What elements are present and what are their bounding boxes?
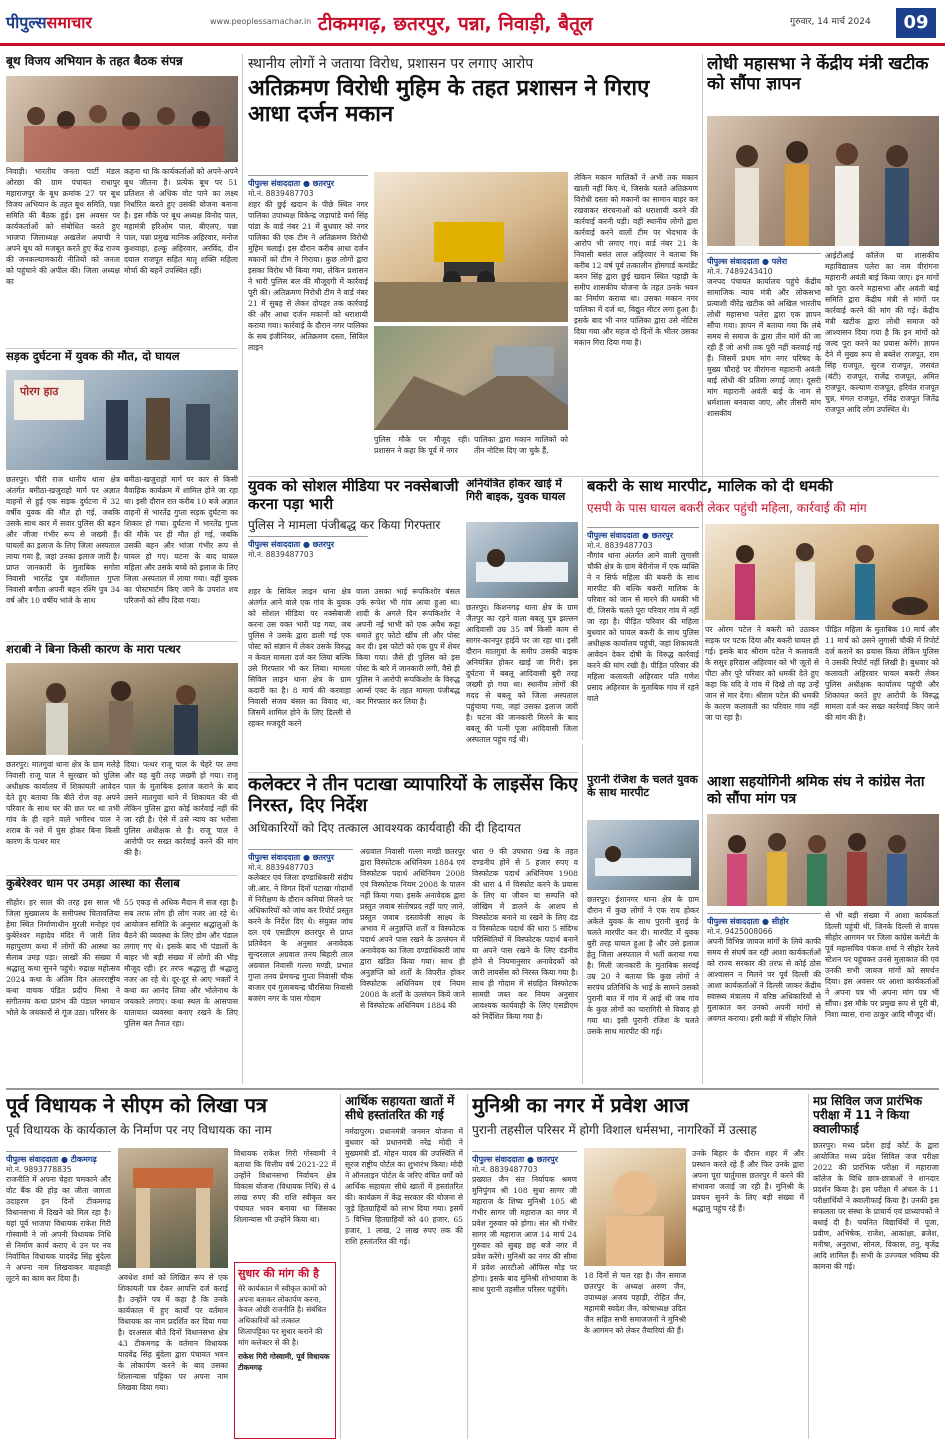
column-divider [582,744,583,1084]
dateline: गुरुवार, 14 मार्च 2024 [790,17,871,27]
story-subhead: एसपी के पास घायल बकरी लेकर पहुंची महिला, कार्रवाई की मांग [587,500,867,515]
story-body: छतरपुर। मध्य प्रदेश हाई कोर्ट के द्वारा आयोजित मध्य प्रदेश सिविल जज परीक्षा 2022 की प्रारंभिक परीक्षा में महाराजा कॉलेज के विधि छात्र-छात्राओं ने शानदार प्रदर्शन किया है। इस परीक्षा में अंचल के 11 परीक्षार्थियों ने क्वालीफाई किया है। उनकी इस सफलता पर संस्था के प्राचार्य एवं प्राध्यापकों ने बधाई दी है। चयनित विद्यार्थियों में पूजा, प्रवीण, अभिषेक, राजेश, आकांक्षा, ब्रजेश, मनीषा, अनुराधा, सोनल, विकास, तनु, बृजेंद्र आदि शामिल हैं। सभी के उज्ज्वल भविष्य की कामना की गई। [813,1141,939,1272]
divider [248,476,939,477]
quote-attribution: राकेश गिरी गोस्वामी, पूर्व विधायक टीकमगढ़ [238,1352,330,1373]
lodhi-memorandum-photo [707,116,939,246]
story-body-col2: 18 दिनों से चल रहा है। जैन समाज छतरपुर के अध्यक्ष अरुण जैन, उपाध्यक्ष अजय पहाड़ी, रोहित जैन, महामंत्री स्वदेश जैन, कोषाध्यक्ष उदित जैन सहित सभी समाजजनों ने मुनिश्री के आगमन को लेकर तैयारियां की हैं। [584,1271,686,1335]
byline-block [6,1148,111,1175]
story-subhead: पूर्व विधायक के कार्यकाल के निर्माण पर नए विधायक का नाम [6,1122,272,1137]
story-body-col3: धारा 9 की उपधारा 9ख के तहत दण्डनीय होने से 5 हजार रुपए व विस्फोटक पदार्थ अधिनियम 1908 की धारा 4 में विस्फोट करने के प्रयास के लिए या जीवन या सम्पत्ति को जोखिम में डालने के आशय से विस्फोटक बनाने या रखने के लिए दंड व विस्फोटक पदार्थ की धारा 5 संदिग्ध परिस्थितियों में विस्फोटक पदार्थ बनाने या अपने पास रखने के लिए दंडनीय होने से नियमानुसार अनावेदकों को जारी लायसेंस को निरस्त किया गया है। साथ ही गोदाम में संग्रहित विस्फोटक सामग्री जब्त कर नियम अनुसार आवश्यक कार्यवाही के लिए एसडीएम को निर्देशित किया गया है। [472,847,578,1021]
mobile-number: मो.नं. 8839487703 [587,541,653,550]
byline: पीपुल्स संवाददाता ● पलेरा [707,253,821,267]
mobile-number: मो.नं. 8839487703 [472,1165,538,1174]
story-booth [6,54,238,346]
story-body-col1: नौगांव थाना अंतर्गत आने वाली लुगासी चौकी क्षेत्र के ग्राम बेरीनोज में एक व्यक्ति ने न सिर्फ महिला की बकरी के साथ मारपीट की बल्कि बकरी मालिक के परिवार को जान से मारने की धमकी भी दी, जिसके चलते पूरा परिवार गांव में नहीं जा रहा है। पीड़ित परिवार की महिला बुधवार को घायल बकरी के साथ पुलिस अधीक्षक कार्यालय पहुंची, जहां शिकायती आवेदन देकर दोषी के विरुद्ध कार्रवाई करने की मांग रखी है। पीड़ित परिवार की महिला कलावती अहिरवार पति गणेश प्रसाद अहिरवार के मुताबिक गांव में रहने वाले [587,551,699,703]
story-body-col1: जनपद पंचायत कार्यालय पहुंचे केंद्रीय सामाजिक न्याय मंत्री और लोकसभा प्रत्याशी वीरेंद्र खटीक को अखिल भारतीय लोधी महासभा पलेरा द्वारा एक ज्ञापन सौंपा गया। ज्ञापन में बताया गया कि लंबे समय से समाज के द्वारा तीन मांगें की जा रही हैं जो अभी तक पूरी नहीं करवाई गई हैं। जिसमें प्रथम मांग नगर परिषद के मुख्य चौराहे पर वीरांगना महारानी अवंती बाई लोधी की प्रतिमा लगाई जाए। दूसरी मांग महारानी अवंती बाई के नाम से धर्मशाला बनवाया जाए, और तीसरी मांग शासकीय [707,277,821,418]
masthead [0,0,945,46]
demolition-photo-top [374,172,568,322]
story-kicker: स्थानीय लोगों ने जताया विरोध, प्रशासन पर लगाए आरोप [248,56,534,72]
story-asha [707,774,939,1084]
story-headline: आशा सहयोगिनी श्रमिक संघ ने कांग्रेस नेता को सौंपा मांग पत्र [707,774,925,807]
story-body-col2: से भी बड़ी संख्या में आशा कार्यकर्ता दिल्ली पहुंची थीं, जिनके दिल्ली से वापस सीहोर आगमन पर जिला कांग्रेस कमेटी के पूर्व महासचिव पंकज शर्मा ने सीहोर रेलवे स्टेशन पर पहुंचकर उनसे मुलाकात की एवं उनकी सभी जायज मांगों को समर्थन दिया। इस अवसर पर आशा कार्यकर्ताओं ने अपना पत्र भी अपना मांग पत्र भी सौंपा। इस मौके पर प्रमुख रूप से पूरी बी, निशा व्यास, राना ठाकुर आदि मौजूद थीं। [825,911,939,1019]
page-number: 09 [896,8,936,38]
mobile-number: मो.नं. 8839487703 [248,189,314,198]
photo-caption-2: पालिका द्वारा मकान मालिकों को तीन नोटिस दिए जा चुके हैं, [474,435,568,455]
mobile-number: मो.नं. 8839487703 [248,863,314,872]
story-headline: युवक को सोशल मीडिया पर नक्सेबाजी करना पड़ा भारी [248,478,459,513]
asha-workers-photo [707,814,939,906]
story-financial-aid [345,1094,463,1439]
story-body-col2: अवधेश शर्मा को लिखित रूप से एक शिकायती पत्र देकर आपत्ति दर्ज कराई है। उन्होंने पत्र में कहा है कि उनके कार्यकाल में हुए कार्यों पर वर्तमान विधायक का नाम प्रदर्शित कर दिया गया है। दरअसल बीते दिनों विधानसभा क्षेत्र 43 टीकमगढ़ के वर्तमान विधायक यादवेंद्र सिंह बुंदेला द्वारा पंचायत भवन के लोकार्पण करने के बाद उसका शिलान्यास पट्टिका पर अपना नाम लिखवा दिया गया। [118,1273,228,1392]
publication-url[interactable]: www.peoplessamachar.in [210,17,312,26]
delegation-illustration [707,116,939,246]
goat-owner-photo [705,524,939,620]
villagers-with-goat [705,524,939,620]
byline-block [587,524,699,551]
story-body-col2: वाला उसका भाई रूपकिशोर बंसल उर्फ रूपेश भी गांव आया हुआ था। शादी के अगले दिन रूपकिशोर ने अपनी नई भाभी को एक अवैध कट्टा थमाते हुए फोटो खींच ली और पोस्ट कर दी। इस फोटो को एक ग्रुप में शेयर किया गया। जैसे ही पुलिस को इस पोस्ट के बारे में जानकारी लगी, वैसे ही पुलिस ने आरोपी रूपकिशोर के विरुद्ध आर्म्स एक्ट के तहत मामला पंजीबद्ध कर गिरफ्तार कर लिया है। [356,587,460,706]
story-body-col1: शहर के सिविल लाइन थाना क्षेत्र अंतर्गत आने वाले एक गांव के युवक को सोशल मीडिया पर नक्सेबाजी करना उस वक्त भारी पड़ गया, जब पुलिस ने उसके द्वारा डाली गई एक पोस्ट को संज्ञान में लेकर उसके विरुद्ध न केवल मामला दर्ज कर लिया बल्कि उसे गिरफ्तार भी कर लिया। मामला सिविल लाइन थाना क्षेत्र के ग्राम कदारी का है। 8 मार्च की करवाहा निवासी संजय बंसल का विवाद था, जिसमें शामिल होने के लिए डिल्ली से रहकर मजदूरी करने [248,587,351,728]
story-accident [6,350,238,640]
story-collector [248,774,578,1084]
story-headline: कुबेरेश्वर धाम पर उमड़ा आस्था का सैलाब [6,877,180,890]
byline-block [707,910,821,937]
story-headline: सड़क दुर्घटना में युवक की मौत, दो घायल [6,350,180,363]
story-body-col2: अग्रवाल निवासी गल्ला मण्डी छतरपुर द्वारा विस्फोटक अधिनियम 1884 एवं विस्फोटक पदार्थ अधिनियम 2008 एवं विस्फोटक नियम 2008 के पालन नहीं किया गया। इसके अनावेदक द्वारा प्रस्तुत जवाब संतोषप्रद नहीं पाए जाने, प्रस्तुत जवाब दस्तावेजी साक्ष्य के अभाव में अनुज्ञप्ति शर्तों व विस्फोटक पदार्थ अपने पास रखने के उल्लंघन में अनावेदक का जिला दण्डाधिकारी जांच द्वारा खंडित किया गया। साथ ही अनुज्ञप्ति को शर्तों के विपरीत होकर विस्फोटक अधिनियम एवं नियम 2008 के शर्तों के उल्लंघन किये जाने से विस्फोटक अधिनियम 1884 की [360,847,465,1010]
story-civil-judge [813,1094,939,1439]
panchayat-gate-photo [118,1148,228,1268]
mobile-number: मो.नं. 9893778835 [6,1165,72,1174]
story-body-col2: दिया। पत्थर राजू पाल के चेहरे पर लगा और वह बुरी तरह जख्मी हो गया। राजू पाल के मुताबिक इलाज कराने के बाद उसने मातगुवां थाने में शिकायत की थी लेकिन पुलिस द्वारा कोई कार्रवाई नहीं की जा रही है। ऐसे में उसे न्याय का भरोसा पुलिस अधीक्षक से है। राजू पाल ने आरोपी पर सख्त कार्रवाई करने की मांग की है। [124,760,238,857]
story-subhead: अधिकारियों को दिए तत्काल आवश्यक कार्यवाही की दी हिदायत [248,821,521,836]
story-subhead: पुरानी तहसील परिसर में होगी विशाल धर्मसभा, नागरिकों में उत्साह [472,1122,757,1137]
accident-photo [6,370,238,470]
rubble-scene [374,326,568,430]
story-drunk [6,643,238,873]
drunk-complaint-photo [6,663,238,755]
column-divider [467,1094,468,1439]
story-body-col2: पर ओरम पटेल ने बकरी को उठाकर सड़क पर पटक दिया और बकरी घायल हो गई। इसके बाद श्रीराम पटेल ने कलावती के ससुर हरिदास अहिरवार को भी जूतों से पीटा और पूरे परिवार को धमकी देते हुए कहा कि यदि वे गांव में दिखे तो वह उन्हें जान से मार देगा। श्रीराम पटेल की धमकी के कारण कलावती का परिवार गांव नहीं जा पा रहा है। [705,625,819,722]
quote-box [234,1262,336,1439]
story-body: छतरपुर। ईशानगर थाना क्षेत्र के ग्राम दौरान में कुछ लोगों ने एक राय होकर अकेले युवक के साथ पुरानी बुराई के चलते मारपीट कर दी। मारपीट में युवक बुरी तरह घायल हुआ है और उसे इलाज हेतु जिला अस्पताल में भर्ती कराया गया है। मिली जानकारी के मुताबिक सरवई उम्र 20 ने बताया कि कुछ लोगों ने सरपंच प्रतिनिधि के भाई के सामने उसको पुरानी बात में गांव में आई थी जब गांव के कुछ लोगों का चारागिरी से विवाद हो गया था। इसी पुरानी रंजिश के चलते उसके साथ मारपीट की गई। [587,895,699,1036]
story-encroachment [248,54,698,474]
injured-man-photo [587,820,699,890]
story-body-col2: आईटीआई कॉलेज या शासकीय महाविद्यालय पलेरा का नाम वीरांगना महारानी अवंती बाई किया जाए। इन मांगों को पूरा करने महासभा और अवंती बाई समिति द्वारा केंद्रीय मंत्री से मांगों पर कार्रवाई करने की मांग की गई। केंद्रीय मंत्री खटीक द्वारा लोधी समाज को आश्वासन दिया गया है कि इन मांगों को जल्द पूरा करने का प्रयास करेंगे। ज्ञापन देने में मुख्य रूप से बब्लेश राजपूत, राम सिंह राजपूत, सुरज राजपूत, जसवंत (बंटी) राजपूत, राजेंद्र राजपूत, अमित राजपूत, कल्याण राजपूत, हरिवंत राजपूत चुन्न, मंगल राजपूत, रविंद्र राजपूत जितेंद्र राजपूत आदि लोग उपस्थित थे। [825,251,939,414]
story-bike [466,478,578,770]
story-headline: बकरी के साथ मारपीट, मालिक को दी धमकी [587,478,833,495]
group-illustration [707,814,939,906]
story-headline: मुनिश्री का नगर में प्रवेश आज [472,1094,689,1117]
divider [6,641,238,642]
byline: पीपुल्स संवाददाता ● छतरपुर [472,1151,577,1165]
mobile-number: मो.नं. 7489243410 [707,267,773,276]
divider [248,772,578,773]
byline-block [707,250,821,277]
story-body-col3: विधायक राकेश गिरी गोस्वामी ने बताया कि वित्तीय वर्ष 2021-22 में उन्होंने विधानसभा निर्वाचन क्षेत्र विकास योजना (विधायक निधि) से 4 लाख रुपए की राशि स्वीकृत कर पंचायत भवन बनाया था जिसका शिलान्यास भी उन्होंने किया था। [234,1149,336,1224]
byline-block [248,846,353,873]
story-body-col1: कलेक्टर एवं जिला दण्डाधिकारी संदीप जी.आर. ने विगत दिनों पटाखा गोदामों में निरीक्षण के दौरान कमियां मिलने पर अधिकारियों को जांच कर रिपोर्ट प्रस्तुत करने के निर्देश दिए थे। संयुक्त जांच दल एवं एसडीएम छतरपुर से प्राप्त प्रतिवेदन के अनुसार अनावेदक सुन्दरलाल अग्रवाल तनय बिहारी लाल अग्रवाल निवासी गल्ला मण्डी, प्रभात गुप्ता तनय प्रेमचन्द्र गुप्ता निवासी चौक बाजार एवं गुलाबचन्द्र चौरसिया निवासी बजरंग नगर के पास गोदाम [248,873,353,1003]
story-headline: मप्र सिविल जज प्रारंभिक परीक्षा में 11 ने किया क्वालीफाई [813,1094,923,1137]
story-lodhi [707,54,939,474]
gate-illustration [118,1148,228,1268]
people-illustration [6,663,238,755]
byline: पीपुल्स संवाददाता ● छतरपुर [248,849,353,863]
monk-illustration [584,1148,686,1266]
story-social [248,478,460,770]
story-body: छतरपुर। किशनगढ़ थाना क्षेत्र के ग्राम जैतपुर का रहने वाला बबलू पुत्र झल्लन आदिवासी उम्र 35 वर्ष किसी काम से सागर-कानपुर हाईवे पर जा रहा था। इसी दौरान मातगुवां के समीप उसकी बाइक अनियंत्रित होकर खाई जा गिरी। इस दुर्घटना में बबलू आदिवासी बुरी तरह जख्मी हो गया था। स्थानीय लोगों की मदद से बबलू को जिला अस्पताल पहुंचाया गया, जहां उसका इलाज जारी है। घटना की जानकारी मिलने के बाद बबलू की पत्नी पूजा आदिवासी जिला अस्पताल पहुंच गई थी। [466,603,578,744]
byline: पीपुल्स संवाददाता ● छतरपुर [248,175,368,189]
divider [6,348,238,349]
munishri-photo [584,1148,686,1266]
injured-youth-photo [466,522,578,598]
story-body-col3: पीड़ित महिला के मुताबिक 10 मार्च और 11 मार्च को उसने लुगासी चौकी में रिपोर्ट दर्ज कराने का प्रयास किया लेकिन पुलिस ने उसकी रिपोर्ट नहीं लिखी है। बुधवार को कलावती अहिरवार घायल बकरी लेकर पुलिस अधीक्षक कार्यालय पहुंची और शिकायत करते हुए आरोपी के विरुद्ध मामला दर्ज कर सख्त कार्रवाई किए जाने की मांग की है। [825,625,939,722]
story-body-col3: लेकिन मकान मालिकों ने अभी तक मकान खाली नहीं किए थे, जिसके चलते अतिक्रमण विरोधी दस्ता को मकानों का सामान बाहर कर रखवाकर संरचनाओं को धराशायी करने की कार्रवाई करनी पड़ी। वहीं स्थानीय लोगों द्वारा कार्रवाई करने वालों टीम पर भेदभाव के आरोप भी लगाए गए। वार्ड नंबर 21 के निवासी बसंत लाल अहिरवार ने बताया कि करीब 12 वर्ष पूर्व तत्कालीन होमगार्ड कमांडेंट करन सिंह द्वारा छुई खदान स्थित पहाड़ी के समीप शासकीय योजना के तहत उनके भवन का निर्माण कराया था। उसका मकान नगर पालिका में दर्ज था, विद्युत मीटर लगा हुआ है। इसके बाद भी नगर पालिका द्वारा उसे नोटिस दिया गया और महज दो दिनों के भीतर उसका मकान गिरा दिया गया है। [574,173,698,347]
story-body-col1: प्रख्यात जैन संत निर्यापक श्रमण मुनिपुंगव श्री 108 सुधा सागर जी महाराज के शिष्य मुनिश्री 105 श्री गंभीर सागर जी महाराज का नगर में प्रवेश गुरुवार को होगा। संत श्री गंभीर सागर जी महाराज आज 14 मार्च 24 गुरुवार को सुबह छह बजे नगर में प्रवेश करेंगे। मुनिश्री का नगर की सीमा में प्रवेश आरटीओ ऑफिस मोड़ पर होगा। इसके बाद मुनिश्री शोभायात्रा के साथ पुरानी तहसील परिसर पहुंचेंगे। [472,1175,577,1294]
story-headline: अतिक्रमण विरोधी मुहिम के तहत प्रशासन ने गिराए आधा दर्जन मकान [248,76,650,127]
quote-box-title: सुधार की मांग की है [238,1267,319,1280]
story-headline: पुरानी रंजिश के चलते युवक के साथ मारपीट [587,774,698,799]
byline: पीपुल्स संवाददाता ● छतरपुर [587,527,699,541]
column-divider [582,478,583,740]
byline: पीपुल्स संवाददाता ● टीकमगढ़ [6,1151,111,1165]
story-body-col1: निवाड़ी। भारतीय जनता पार्टी मंडल ओरछा की ग्राम पंचायत राधापुर महाराजपुर के बूथ क्रमांक 27 पर बूथ विजय अभियान के तहत बूथ समिति, पन्ना समिति की बैठक हुई। इस अवसर पर कार्यकर्ताओं को संबोधित करते हुए भाजपा जिलाध्यक्ष अखलेश अयाची ने अपने बूथ को मजबूत करते हुए केंद्र राज्य की जनकल्याणकारी नीतियों को जनता को पहुंचाने की अपील की। जिला अध्यक्ष का [6,167,120,286]
column-divider [340,1094,341,1439]
logo-title: पीपुल्ससमाचार [6,12,92,32]
story-body-col3: उनके बिहार के दौरान शहर में और प्रस्थान करते रहे हैं और फिर उनके द्वारा अपना पूरा चार्तुमास छतरपुर में करने की संभावना जताई जा रही है। मुनिश्री के प्रवचन सुनने के लिए बड़ी संख्या में श्रद्धालु पहुंच रहे हैं। [692,1149,804,1213]
column-divider [808,1094,809,1439]
photo-caption-1: पुलिस मौके पर मौजूद रही। प्रशासन ने कहा कि पूर्व में नगर [374,435,470,455]
booth-meeting-photo [6,76,238,162]
story-headline: कलेक्टर ने तीन पटाखा व्यापारियों के लाइसेंस किए निरस्त, दिए निर्देश [248,774,578,817]
byline-block [248,172,368,199]
publication-logo[interactable] [0,0,200,44]
story-munishri [472,1094,804,1439]
hospital-bed-scene [466,522,578,598]
demolition-photo-bottom [374,326,568,430]
story-body-col1: अपनी विभिन्न जायज मांगों के लिये काफी समय से संघर्ष कर रही आशा कार्यकर्ताओं को राज्य सरकार की तरफ से कोई ठोस आश्वासन न मिलने पर पूर्व दिल्ली की आशा कार्यकर्ताओं ने दिल्ली जाकर केंद्रीय स्वास्थ्य मंत्रालय में वरिष्ठ अधिकारियों से मुलाकात कर उनको अपनी मांगों से अवगत कराया। इसी कड़ी में सीहोर जिले [707,937,821,1023]
story-former-mla [6,1094,336,1439]
byline: पीपुल्स संवाददाता ● सीहोर [707,913,821,927]
story-headline: शराबी ने बिना किसी कारण के मारा पत्थर [6,643,181,656]
story-body-col2: बमीठा-खजुराहो मार्ग पर कार से किसी वैवाहिक कार्यक्रम में शामिल होने जा रहा था। इसी दौरान रात करीब 10 बजे अज्ञात वाहनों से भारतेंद्र गुप्ता सड़क दुर्घटना का शिकार हो गया। दुर्घटना में भारतेंद्र गुप्ता की मौके पर ही मौत हो गई, जबकि उसकी बहन और भांजा गंभीर रूप से घायल हो गए। घटना के बाद घायल महिला और उसके बच्चे को इलाज के लिए जिला अस्पताल में लाया गया। वहीं युवक का पोस्टमार्टम किए जाने के उपरांत शव परिजनों को सौंप दिया गया। [124,475,238,605]
bulldozer-scene [374,172,568,322]
mobile-number: मो.नं. 8839487703 [248,550,314,560]
story-subhead: पुलिस ने मामला पंजीबद्ध कर किया गिरफ्तार [248,518,441,533]
story-body-col1: शहर की छुई खदान के पीछे स्थित नगर पालिका उपाध्यक्ष विकेन्द्र जड़ापांडे वर्मा सिंह पांडा के वार्ड नंबर 21 में बुधवार को नगर पालिका की एक टीम ने अतिक्रमण विरोधी मुहिम चलाई। इस दौरान करीब आधा दर्जन मकानों को टीम ने गिराया। कुछ लोगों द्वारा इसका विरोध भी किया गया, लेकिन प्रशासन ने भारी पुलिस बल की मौजूदगी में कार्रवाई पूरी की। अतिक्रमण निरोधी टीम ने वार्ड नंबर 21 में सुबह से लेकर दोपहर तक कार्रवाई की और आधा दर्जन मकानों को धराशायी कराया गया। कार्रवाई के दौरान नगर पालिका के सब इंजीनियर, अतिक्रमण दस्ता, सिविल लाइन [248,200,368,352]
story-body-col2: 55 एकड़ से अधिक मैदान में सज रहा है। सब तरफ लोग ही लोग नजर आ रहे थे। आयोजन समिति के अनुसार श्रद्धालुओं के बैठने की व्यवस्था के लिए डोम और पंडाल लगाए गए थे। इसके बाद भी पंडालों के बाहर भी बड़ी संख्या में लोगों की भीड़ मौजूद रही। हर तरफ श्रद्धालु ही श्रद्धालु नजर आ रहे थे। दूर-दूर से आए भक्तों ने कथा का आनंद लिया और भोलेनाथ के जयकारे लगाए। कथा स्थल के आसपास यातायात व्यवस्था बनाए रखने के लिए पुलिस बल तैनात रहा। [124,898,238,1028]
story-headline: अनियंत्रित होकर खाई में गिरी बाइक, युवक घायल [466,478,566,503]
quote-box-body: मेरे कार्यकाल में स्वीकृत कामों को अपना बताकर लोकार्पण करना, केवल ओछी राजनीति है। संबंधित अधिकारियों को तत्काल शिलापट्टिका पर सुधार कराने की मांग कलेक्टर से की है। [238,1284,327,1347]
mobile-number: मो.नं. 9425008066 [707,927,773,936]
story-kubereshwar [6,877,238,1085]
byline: पीपुल्स संवाददाता ● छतरपुर [248,536,368,550]
story-headline: आर्थिक सहायता खातों में सीधे हस्तांतरित की गई [345,1094,455,1123]
column-divider [242,54,243,1084]
story-body-col1: राजनीति में अपना चेहरा चमकाने और वोट बैंक की होड़ का जीता जागता उदाहरण इन दिनों टीकमगढ़ विधानसभा में दिखने को मिल रहा है। यहां पूर्व भाजपा विधायक राकेश गिरी गोस्वामी ने जो अपनी विधायक निधि से निर्माण कार्य कराए थे उन पर नव निर्वाचित विधायक यादवेंद्र सिंह बुंदेला ने अपना नाम लिखवाकर वाहवाही लूटने का काम कर दिया है। [6,1175,111,1283]
story-enmity [587,774,699,1084]
byline-block [472,1148,577,1175]
story-body-col1: छतरपुर। मातगुवां थाना क्षेत्र के ग्राम मलेहे निवासी राजू पाल ने सुरखार को पुलिस अधीक्षक कार्यालय में शिकायती आवेदन देते हुए बताया कि बीते रोज वह अपने परिवार के साथ घर की छत पर था तभी गांव के ही रहने वाले भगीरथ पाल ने शराब के नशे में घुस होकर बिना किसी कारण के पत्थर मार [6,760,120,846]
edition-title: टीकमगढ़, छतरपुर, पन्ना, निवाड़ी, बैतूल [318,13,593,35]
story-goat [587,478,939,742]
story-body-col1: सीहोर। हर साल की तरह इस साल भी जिला मुख्यालय के समीपस्थ चितावलिया हेमा स्थित निर्माणाधीन मुरली मनोहर एवं कुबेरेश्वर महादेव मंदिर में जारी शिव महापुराण कथा में लोगों की आस्था का सैलाब उमड़ पड़ा। लाखों की संख्या में श्रद्धालु कथा सुनने पहुंचे। रुद्राक्ष महोत्सव 2024 कथा के अंतिम दिन अंतरराष्ट्रीय कथा वाचक पंडित प्रदीप मिश्रा ने संगीतमय कथा प्रारंभ की पंडाल भगवान भोले के जयकारों से गूंज उठा। परिसर के [6,898,120,1017]
crowd-illustration [6,76,238,162]
story-body: नर्मदापुरम। प्रधानमंत्री जनमन योजना में बुधवार को प्रधानमंत्री नरेंद्र मोदी ने मुख्यमंत्री डॉ. मोहन यादव की उपस्थिति में सूरज राष्ट्रीय पोर्टल का शुभारंभ किया। मोदी ने ऑनलाइन पोर्टल के जरिए वंचित वर्गों को आर्थिक सहायता सीधे खातों में हस्तांतरित की। कार्यक्रम में केंद्र सरकार की योजना से जुड़े हितग्राहियों को लाभ दिया गया। इसमें 5 विभिन्न हितग्राहियों को 40 हजार, 65 हजार, 1 लाख, 2 लाख रुपए तक की राशि हस्तांतरित की गई। [345,1127,463,1247]
patient-illustration [587,820,699,890]
story-headline: बूथ विजय अभियान के तहत बैठक संपन्न [6,54,183,68]
story-headline: पूर्व विधायक ने सीएम को लिखा पत्र [6,1094,268,1117]
story-body-col2: कहना था कि कार्यकर्ताओं को अपने-अपने बूथ जीतना है। प्रत्येक बूथ पर 51 प्रतिशत से अधिक वोट पाने का लक्ष्य निर्धारित करते हुए उसकी योजना बनाना है। इस मौके पर बूथ अध्यक्ष विनोद पाल, महामंत्री हरिओम पाल, बीएलए, पन्ना पाल, पन्ना प्रमुख मानिक अहिरवार, मनोज कुशवाहा, हल्कू अहिरवार, अरविंद, दीन दयाल राजपूत सहित मातृ शक्ति महिला मोर्चा की बहनें उपस्थित रहीं। [124,167,238,275]
photo-sign-text: पोरग हाउ [20,385,59,398]
story-body-col1: छतरपुर। चौरी राज थानीय थाना क्षेत्र अंतर्गत बमीठा-खजुराहो मार्ग पर अज्ञात वाहनों से हुई एक सड़क दुर्घटना में 32 वर्षीय युवक की मौत हो गई, जबकि उसके साथ कार में सवार पुलिस की बहन और जीजा गंभीर रूप से जख्मी हैं। घायलों का इलाज के लिए जिला अस्पताल लाया गया है, जहां उनका इलाज जारी है। प्राप्त जानकारी के मुताबिक सगोरा निवासी भारतेंद्र पुत्र वंशीलाल गुप्ता निवासी बगौता अपनी बहन रश्मि पुत्र 34 वर्ष और 10 वर्षीय भांजे के साथ [6,475,120,605]
story-headline: लोधी महासभा ने केंद्रीय मंत्री खटीक को सौंपा ज्ञापन [707,54,929,95]
divider [6,875,238,876]
divider [6,1088,939,1090]
